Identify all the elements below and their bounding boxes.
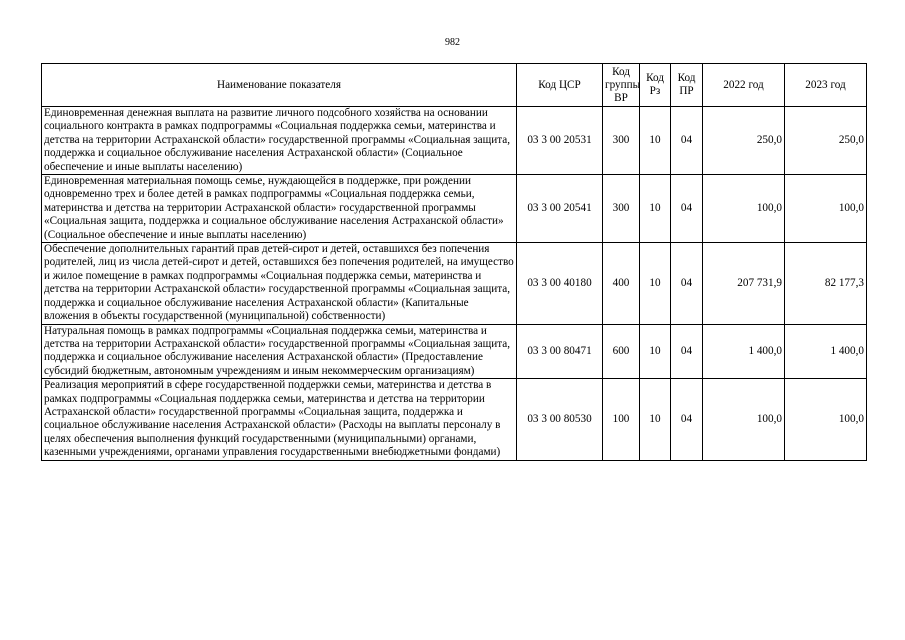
- row-2022: 100,0: [703, 175, 785, 243]
- row-vr: 100: [603, 379, 640, 460]
- header-2022: 2022 год: [703, 64, 785, 107]
- table-row: [42, 379, 867, 460]
- page-number: 982: [445, 37, 460, 48]
- row-pr: 04: [671, 243, 703, 324]
- row-pr: 04: [671, 324, 703, 379]
- header-vr: Код группы ВР: [603, 64, 640, 107]
- row-rz: 10: [640, 243, 671, 324]
- header-name: Наименование показателя: [42, 64, 517, 107]
- header-2023: 2023 год: [785, 64, 867, 107]
- table-row: [42, 243, 867, 324]
- header-rz: Код Рз: [640, 64, 671, 107]
- row-2022: 1 400,0: [703, 324, 785, 379]
- row-2023: 100,0: [785, 379, 867, 460]
- row-name: Единовременная денежная выплата на развитие личного подсобного хозяйства на основании социального контракта в рамках подпрограммы «Социальная поддержка семьи, материнства и детства на территории Астраханской области» государственной программы «Социальная защита, поддержка и социальное обслуживание населения Астраханской области» (Социальное обеспечение и иные выплаты населению): [42, 107, 517, 175]
- row-2023: 82 177,3: [785, 243, 867, 324]
- table-row: [42, 175, 867, 243]
- row-2022: 250,0: [703, 107, 785, 175]
- table-header-row: [42, 64, 867, 107]
- header-csr: Код ЦСР: [517, 64, 603, 107]
- row-name: Единовременная материальная помощь семье, нуждающейся в поддержке, при рождении одновременно трех и более детей в рамках подпрограммы «Социальная поддержка семьи, материнства и детства на территории Астраханской области» государственной программы «Социальная защита, поддержка и социальное обслуживание населения Астраханской области» (Социальное обеспечение и иные выплаты населению): [42, 175, 517, 243]
- row-csr: 03 3 00 80471: [517, 324, 603, 379]
- row-name: Реализация мероприятий в сфере государственной поддержки семьи, материнства и детства в рамках подпрограммы «Социальная поддержка семьи, материнства и детства на территории Астраханской области» государственной программы «Социальная защита, поддержка и социальное обслуживание населения Астраханской области» (Расходы на выплаты персоналу в целях обеспечения выполнения функций государственными (муниципальными) органами, казенными учреждениями, органами управления государственными внебюджетными фондами): [42, 379, 517, 460]
- row-name: Натуральная помощь в рамках подпрограммы «Социальная поддержка семьи, материнства и детства на территории Астраханской области» государственной программы «Социальная защита, поддержка и социальное обслуживание населения Астраханской области» (Предоставление субсидий бюджетным, автономным учреждениям и иным некоммерческим организациям): [42, 324, 517, 379]
- row-vr: 300: [603, 107, 640, 175]
- row-pr: 04: [671, 379, 703, 460]
- row-csr: 03 3 00 20541: [517, 175, 603, 243]
- row-2023: 250,0: [785, 107, 867, 175]
- row-rz: 10: [640, 175, 671, 243]
- row-pr: 04: [671, 175, 703, 243]
- row-2023: 100,0: [785, 175, 867, 243]
- budget-table: [41, 63, 867, 461]
- row-csr: 03 3 00 20531: [517, 107, 603, 175]
- row-2022: 207 731,9: [703, 243, 785, 324]
- row-2022: 100,0: [703, 379, 785, 460]
- row-pr: 04: [671, 107, 703, 175]
- row-rz: 10: [640, 324, 671, 379]
- row-vr: 400: [603, 243, 640, 324]
- row-2023: 1 400,0: [785, 324, 867, 379]
- row-rz: 10: [640, 379, 671, 460]
- row-vr: 300: [603, 175, 640, 243]
- header-pr: Код ПР: [671, 64, 703, 107]
- row-rz: 10: [640, 107, 671, 175]
- row-name: Обеспечение дополнительных гарантий прав детей-сирот и детей, оставшихся без попечения родителей, лиц из числа детей-сирот и детей, оставшихся без попечения родителей, на имущество и жилое помещение в рамках подпрограммы «Социальная поддержка семьи, материнства и детства на территории Астраханской области» государственной программы «Социальная защита, поддержка и социальное обслуживание населения Астраханской области» (Капитальные вложения в объекты государственной (муниципальной) собственности): [42, 243, 517, 324]
- table-row: [42, 107, 867, 175]
- row-csr: 03 3 00 40180: [517, 243, 603, 324]
- row-vr: 600: [603, 324, 640, 379]
- table-row: [42, 324, 867, 379]
- row-csr: 03 3 00 80530: [517, 379, 603, 460]
